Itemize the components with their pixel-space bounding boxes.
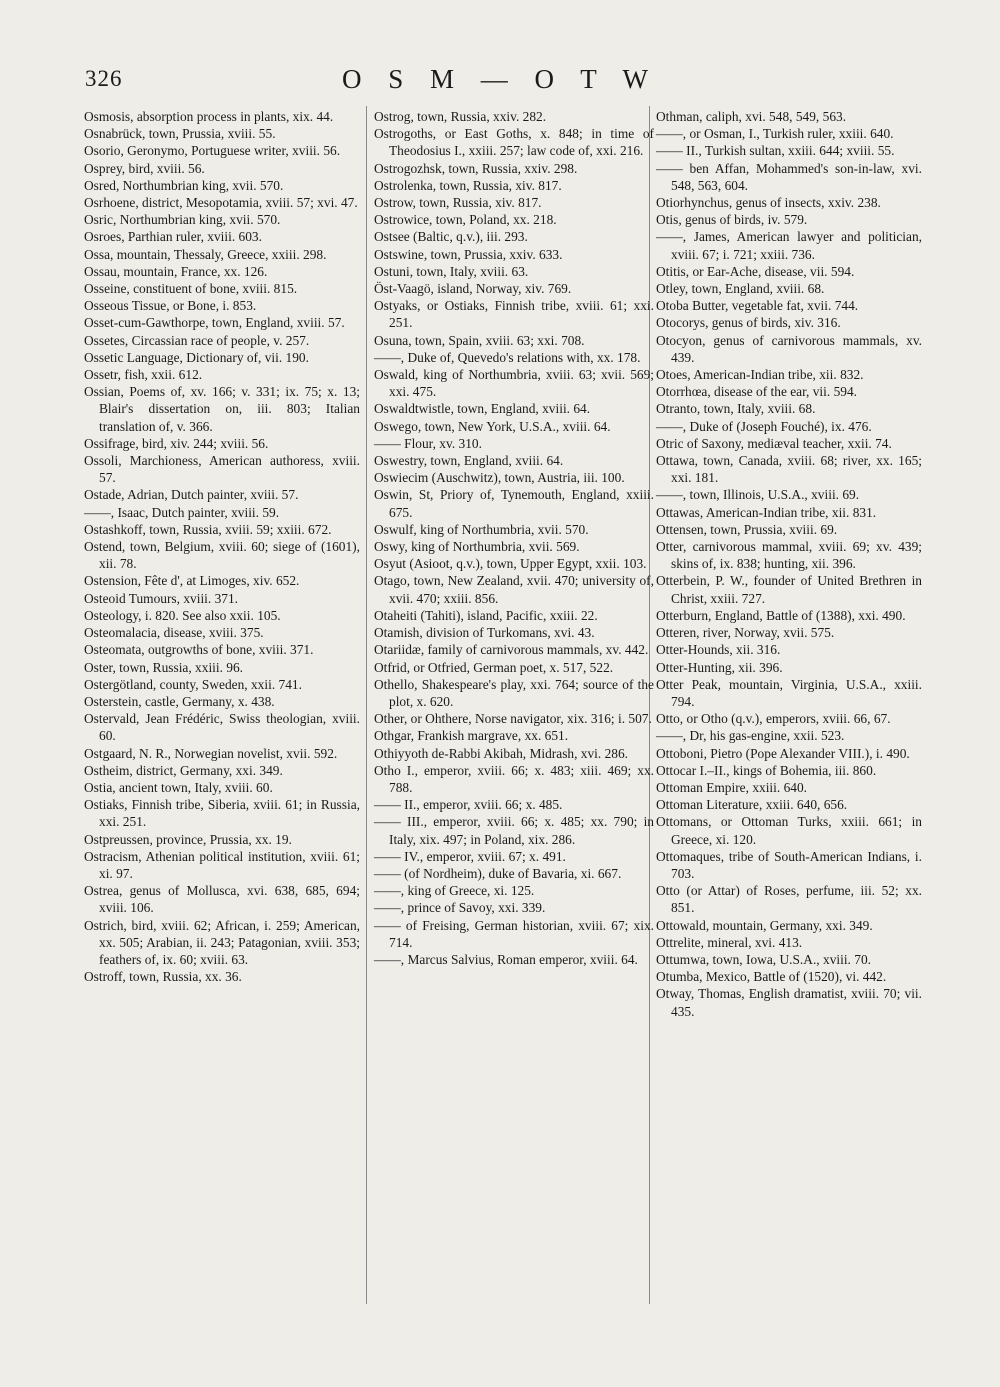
- index-entry: Otric of Saxony, mediæval teacher, xxii. 74.: [656, 435, 892, 451]
- index-entry: —— Flour, xv. 310.: [374, 435, 482, 451]
- index-entry: Otway, Thomas, English dramatist, xviii. 70; vii. 435.: [656, 986, 922, 1019]
- index-entry: Osseous Tissue, or Bone, i. 853.: [84, 298, 257, 314]
- index-entry: ——, James, American lawyer and politician, xviii. 67; i. 721; xxiii. 736.: [656, 229, 922, 262]
- index-entry: Osroes, Parthian ruler, xviii. 603.: [84, 229, 262, 245]
- index-entry: Otranto, town, Italy, xviii. 68.: [656, 401, 816, 417]
- index-entry: Ottawas, American-Indian tribe, xii. 831.: [656, 504, 877, 520]
- index-entry: Osyut (Asioot, q.v.), town, Upper Egypt, xxii. 103.: [374, 556, 647, 572]
- running-head: O S M — O T W: [341, 64, 659, 94]
- index-entry: Other, or Ohthere, Norse navigator, xix. 316; i. 507.: [374, 711, 652, 727]
- index-entry: Osteomalacia, disease, xviii. 375.: [84, 625, 264, 641]
- index-entry: Ossetic Language, Dictionary of, vii. 190.: [84, 349, 309, 365]
- index-entry: Othello, Shakespeare's play, xxi. 764; source of the plot, x. 620.: [374, 676, 654, 709]
- index-entry: Otfrid, or Otfried, German poet, x. 517, 522.: [374, 659, 614, 675]
- index-entry: Ostension, Fête d', at Limoges, xiv. 652.: [84, 573, 300, 589]
- index-entry: Ostrea, genus of Mollusca, xvi. 638, 685, 694; xviii. 106.: [84, 883, 360, 916]
- index-entry: ——, prince of Savoy, xxi. 339.: [374, 900, 546, 916]
- index-entry: Otocorys, genus of birds, xiv. 316.: [656, 315, 841, 331]
- index-entry: Ottocar I.–II., kings of Bohemia, iii. 860.: [656, 762, 877, 778]
- index-entry: Otocyon, genus of carnivorous mammals, xv. 439.: [656, 332, 922, 365]
- index-entry: Othman, caliph, xvi. 548, 549, 563.: [656, 109, 847, 124]
- index-entry: ——, Duke of, Quevedo's relations with, xx. 178.: [374, 349, 641, 365]
- index-entry: Osorio, Geronymo, Portuguese writer, xviii. 56.: [84, 143, 341, 159]
- index-entry: —— II., Turkish sultan, xxiii. 644; xviii. 55.: [656, 143, 895, 159]
- index-entry: Otto, or Otho (q.v.), emperors, xviii. 66, 67.: [656, 711, 891, 727]
- index-entry: —— III., emperor, xviii. 66; x. 485; xx. 790; in Italy, xix. 497; in Poland, xix. 286.: [374, 814, 654, 847]
- index-entry: Otariidæ, family of carnivorous mammals, xv. 442.: [374, 642, 649, 658]
- index-entry: Ottawa, town, Canada, xviii. 68; river, xx. 165; xxi. 181.: [656, 453, 922, 486]
- index-entry: Otter, carnivorous mammal, xviii. 69; xv. 439; skins of, ix. 838; hunting, xii. 396.: [656, 539, 922, 572]
- index-column-2: [374, 108, 654, 968]
- index-entry: Otitis, or Ear-Ache, disease, vii. 594.: [656, 263, 855, 279]
- index-entry: Oswestry, town, England, xviii. 64.: [374, 453, 564, 469]
- index-entry: Oster, town, Russia, xxiii. 96.: [84, 659, 244, 675]
- index-entry: Osset-cum-Gawthorpe, town, England, xviii. 57.: [84, 315, 345, 331]
- index-entry: Osric, Northumbrian king, xvii. 570.: [84, 212, 281, 228]
- index-entry: Ottumwa, town, Iowa, U.S.A., xviii. 70.: [656, 951, 871, 967]
- index-entry: Ossoli, Marchioness, American authoress, xviii. 57.: [84, 453, 360, 486]
- index-entry: —— ben Affan, Mohammed's son-in-law, xvi. 548, 563, 604.: [656, 160, 922, 193]
- index-entry: Ostrowice, town, Poland, xx. 218.: [374, 212, 557, 228]
- index-entry: Otley, town, England, xviii. 68.: [656, 281, 825, 297]
- index-entry: Ottoman Empire, xxiii. 640.: [656, 779, 807, 795]
- index-entry: Ottrelite, mineral, xvi. 413.: [656, 934, 803, 950]
- index-entry: Ostracism, Athenian political institution, xviii. 61; xi. 97.: [84, 848, 360, 881]
- index-entry: Osseine, constituent of bone, xviii. 815.: [84, 281, 298, 297]
- index-entry: Ostheim, district, Germany, xxi. 349.: [84, 762, 283, 778]
- index-entry: Öst-Vaagö, island, Norway, xiv. 769.: [374, 281, 572, 297]
- index-entry: ——, Marcus Salvius, Roman emperor, xviii. 64.: [374, 951, 638, 967]
- index-entry: Otiorhynchus, genus of insects, xxiv. 238.: [656, 195, 881, 211]
- index-entry: ——, town, Illinois, U.S.A., xviii. 69.: [656, 487, 860, 503]
- index-entry: Otter-Hunting, xii. 396.: [656, 659, 783, 675]
- index-entry: Osuna, town, Spain, xviii. 63; xxi. 708.: [374, 332, 585, 348]
- index-entry: Osterstein, castle, Germany, x. 438.: [84, 693, 275, 709]
- index-entry: Ostrog, town, Russia, xxiv. 282.: [374, 109, 547, 124]
- index-entry: Ossetr, fish, xxii. 612.: [84, 367, 203, 383]
- index-entry: Ossian, Poems of, xv. 166; v. 331; ix. 75; x. 13; Blair's dissertation on, iii. 803; Italian translation of, v. 366.: [84, 384, 360, 434]
- index-entry: Otoba Butter, vegetable fat, xvii. 744.: [656, 298, 859, 314]
- index-entry: Ossetes, Circassian race of people, v. 257.: [84, 332, 310, 348]
- index-entry: Ostergötland, county, Sweden, xxii. 741.: [84, 676, 302, 692]
- index-entry: Osrhoene, district, Mesopotamia, xviii. 57; xvi. 47.: [84, 195, 358, 211]
- index-entry: Osteoid Tumours, xviii. 371.: [84, 590, 239, 606]
- index-entry: Ostrolenka, town, Russia, xiv. 817.: [374, 177, 562, 193]
- index-entry: Otorrhœa, disease of the ear, vii. 594.: [656, 384, 858, 400]
- index-entry: Otteren, river, Norway, xvii. 575.: [656, 625, 835, 641]
- index-entry: Otterburn, England, Battle of (1388), xxi. 490.: [656, 607, 906, 623]
- index-entry: Osteology, i. 820. See also xxii. 105.: [84, 607, 281, 623]
- index-entry: —— IV., emperor, xviii. 67; x. 491.: [374, 848, 566, 864]
- index-entry: Oswego, town, New York, U.S.A., xviii. 64.: [374, 418, 611, 434]
- index-entry: Ostade, Adrian, Dutch painter, xviii. 57.: [84, 487, 299, 503]
- index-entry: Otter Peak, mountain, Virginia, U.S.A., xxiii. 794.: [656, 676, 922, 709]
- index-entry: Oswald, king of Northumbria, xviii. 63; xvii. 569; xxi. 475.: [374, 367, 654, 400]
- page-number: 326: [85, 66, 123, 91]
- index-entry: Othgar, Frankish margrave, xx. 651.: [374, 728, 569, 744]
- index-entry: Ottoman Literature, xxiii. 640, 656.: [656, 797, 848, 813]
- index-entry: Ostiaks, Finnish tribe, Siberia, xviii. 61; in Russia, xxi. 251.: [84, 797, 360, 830]
- index-entry: Oswy, king of Northumbria, xvii. 569.: [374, 539, 580, 555]
- index-column-3: [656, 108, 922, 1020]
- index-entry: Otter-Hounds, xii. 316.: [656, 642, 781, 658]
- index-entry: ——, Duke of (Joseph Fouché), ix. 476.: [656, 418, 872, 434]
- index-entry: Oswaldtwistle, town, England, xviii. 64.: [374, 401, 591, 417]
- index-entry: Otamish, division of Turkomans, xvi. 43.: [374, 625, 595, 641]
- index-entry: Osprey, bird, xviii. 56.: [84, 160, 205, 176]
- index-entry: Otho I., emperor, xviii. 66; x. 483; xiii. 469; xx. 788.: [374, 762, 654, 795]
- index-entry: ——, or Osman, I., Turkish ruler, xxiii. 640.: [656, 126, 894, 142]
- index-entry: —— of Freising, German historian, xviii. 67; xix. 714.: [374, 917, 654, 950]
- index-entry: Ostswine, town, Prussia, xxiv. 633.: [374, 246, 563, 262]
- index-entry: Ottensen, town, Prussia, xviii. 69.: [656, 521, 838, 537]
- index-entry: Otto (or Attar) of Roses, perfume, iii. 52; xx. 851.: [656, 883, 922, 916]
- index-entry: Ostrich, bird, xviii. 62; African, i. 259; American, xx. 505; Arabian, ii. 243; Patagonian, xviii. 353; feathers of, ix. 60; xviii. 63.: [84, 917, 360, 967]
- index-entry: Ostia, ancient town, Italy, xviii. 60.: [84, 779, 273, 795]
- index-entry: Ostyaks, or Ostiaks, Finnish tribe, xviii. 61; xxi. 251.: [374, 298, 654, 331]
- index-entry: ——, Isaac, Dutch painter, xviii. 59.: [84, 504, 280, 520]
- index-entry: Oswin, St, Priory of, Tynemouth, England, xxiii. 675.: [374, 487, 654, 520]
- index-entry: —— (of Nordheim), duke of Bavaria, xi. 667.: [374, 865, 622, 881]
- index-entry: Ossa, mountain, Thessaly, Greece, xxiii. 298.: [84, 246, 327, 262]
- index-entry: Ottomaques, tribe of South-American Indians, i. 703.: [656, 848, 922, 881]
- index-entry: Ostend, town, Belgium, xviii. 60; siege of (1601), xii. 78.: [84, 539, 360, 572]
- index-entry: Oswiecim (Auschwitz), town, Austria, iii. 100.: [374, 470, 625, 486]
- index-entry: Ostervald, Jean Frédéric, Swiss theologian, xviii. 60.: [84, 711, 360, 744]
- index-entry: Ostashkoff, town, Russia, xviii. 59; xxiii. 672.: [84, 521, 332, 537]
- index-entry: ——, Dr, his gas-engine, xxii. 523.: [656, 728, 845, 744]
- index-entry: Ostsee (Baltic, q.v.), iii. 293.: [374, 229, 528, 245]
- index-entry: Ostroff, town, Russia, xx. 36.: [84, 969, 242, 985]
- index-entry: Ottomans, or Ottoman Turks, xxiii. 661; in Greece, xi. 120.: [656, 814, 922, 847]
- index-entry: Ostrogozhsk, town, Russia, xxiv. 298.: [374, 160, 578, 176]
- index-entry: Osnabrück, town, Prussia, xviii. 55.: [84, 126, 276, 142]
- index-entry: Ottoboni, Pietro (Pope Alexander VIII.), i. 490.: [656, 745, 910, 761]
- index-entry: Ostrow, town, Russia, xiv. 817.: [374, 195, 542, 211]
- index-entry: Ostuni, town, Italy, xviii. 63.: [374, 263, 529, 279]
- index-entry: Ostpreussen, province, Prussia, xx. 19.: [84, 831, 292, 847]
- index-entry: Otaheiti (Tahiti), island, Pacific, xxiii. 22.: [374, 607, 598, 623]
- index-entry: Otterbein, P. W., founder of United Brethren in Christ, xxiii. 727.: [656, 573, 922, 606]
- index-entry: Othiyyoth de-Rabbi Akibah, Midrash, xvi. 286.: [374, 745, 629, 761]
- index-entry: Otis, genus of birds, iv. 579.: [656, 212, 808, 228]
- index-entry: Osteomata, outgrowths of bone, xviii. 371.: [84, 642, 314, 658]
- index-entry: Ostrogoths, or East Goths, x. 848; in time of Theodosius I., xxiii. 257; law code of, xxi. 216.: [374, 126, 654, 159]
- index-column-1: [84, 108, 360, 985]
- column-divider: [366, 106, 367, 1304]
- index-entry: Oswulf, king of Northumbria, xvii. 570.: [374, 521, 589, 537]
- index-entry: ——, king of Greece, xi. 125.: [374, 883, 535, 899]
- index-entry: Otumba, Mexico, Battle of (1520), vi. 442.: [656, 969, 887, 985]
- index-entry: Ottowald, mountain, Germany, xxi. 349.: [656, 917, 873, 933]
- index-entry: —— II., emperor, xviii. 66; x. 485.: [374, 797, 563, 813]
- index-entry: Osmosis, absorption process in plants, xix. 44.: [84, 109, 334, 124]
- index-entry: Ostgaard, N. R., Norwegian novelist, xvii. 592.: [84, 745, 338, 761]
- index-entry: Ossifrage, bird, xiv. 244; xviii. 56.: [84, 435, 269, 451]
- index-entry: Ossau, mountain, France, xx. 126.: [84, 263, 268, 279]
- index-entry: Otago, town, New Zealand, xvii. 470; university of, xvii. 470; xxiii. 856.: [374, 573, 654, 606]
- index-entry: Osred, Northumbrian king, xvii. 570.: [84, 177, 284, 193]
- index-entry: Otoes, American-Indian tribe, xii. 832.: [656, 367, 864, 383]
